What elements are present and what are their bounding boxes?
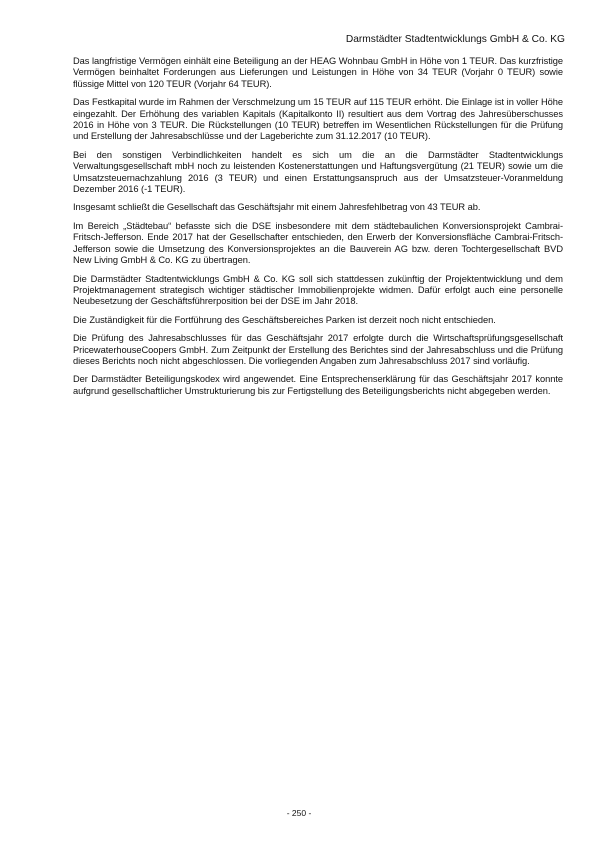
paragraph-liabilities: Bei den sonstigen Verbindlichkeiten handelt es sich um die an die Darmstädter Stadtentwicklungs Verwaltungsgesellschaft mbH noch zu leistenden Kostenerstattungen und Haftungsvergütung (21 TEUR) sowie um die Umsatzsteuernachzahlung 2016 (3 TEUR) und einen Erstattungsanspruch aus der Umsatzsteuer-Voranmeldung Dezember 2016 (-1 TEUR). [73,149,563,195]
paragraph-assets: Das langfristige Vermögen einhält eine Beteiligung an der HEAG Wohnbau GmbH in Höhe von 1 TEUR. Das kurzfristige Vermögen beinhaltet Forderungen aus Lieferungen und Leistungen in Höhe von 34 TEUR (Vorjahr 0 TEUR) sowie flüssige Mittel von 120 TEUR (Vorjahr 64 TEUR). [73,56,563,89]
paragraph-result: Insgesamt schließt die Gesellschaft das Geschäftsjahr mit einem Jahresfehlbetrag von 43 TEUR ab. [73,202,481,213]
paragraph-capital: Das Festkapital wurde im Rahmen der Verschmelzung um 15 TEUR auf 115 TEUR erhöht. Die Einlage ist in voller Höhe eingezahlt. Der Erhöhung des variablen Kapitals (Kapitalkonto II) resultiert aus dem Vortrag des Jahresüberschusses 2016 in Höhe von 3 TEUR. Die Rückstellungen (10 TEUR) betreffen im Wesentlichen Rückstellungen für die Prüfung und Erstellung der Jahresabschlüsse und der Lageberichte zum 31.12.2017 (10 TEUR). [73,97,563,142]
paragraph-parking: Die Zuständigkeit für die Fortführung des Geschäftsbereiches Parken ist derzeit noch nicht entschieden. [73,314,496,325]
paragraph-audit: Die Prüfung des Jahresabschlusses für das Geschäftsjahr 2017 erfolgte durch die Wirtschaftsprüfungsgesellschaft PricewaterhouseCoopers GmbH. Zum Zeitpunkt der Erstellung des Berichtes sind der Jahresabschluss und die Prüfung dieses Berichts noch nicht abgeschlossen. Die vorliegenden Angaben zum Jahresabschluss 2017 sind vorläufig. [73,333,563,366]
document-body [73,56,563,404]
page-header: Darmstädter Stadtentwicklungs GmbH & Co. KG [345,34,565,45]
page-number: - 250 - [286,808,312,818]
paragraph-governance-code: Der Darmstädter Beteiligungskodex wird angewendet. Eine Entsprechenserklärung für das Geschäftsjahr 2017 konnte aufgrund gesellschaftlicher Umstrukturierung bis zur Fertigstellung des Beteiligungsberichts nicht abgegeben werden. [73,374,563,396]
paragraph-project-development: Die Darmstädter Stadtentwicklungs GmbH & Co. KG soll sich stattdessen zukünftig der Projektentwicklung und dem Projektmanagement strategisch wichtiger städtischer Immobilienprojekte widmen. Dafür erfolgt auch eine personelle Neubesetzung der Geschäftsführerposition bei der DSE im Jahr 2018. [73,273,563,307]
paragraph-urban-development: Im Bereich „Städtebau“ befasste sich die DSE insbesondere mit dem städtebaulichen Konversionsprojekt Cambrai-Fritsch-Jefferson. Ende 2017 hat der Gesellschafter entschieden, den Erwerb der Konversionsfläche Cambrai-Fritsch-Jefferson sowie die Umsetzung des Konversionsprojektes an die Bauverein AG bzw. deren Tochtergesellschaft BVD New Living GmbH & Co. KG zu übertragen. [73,220,563,266]
